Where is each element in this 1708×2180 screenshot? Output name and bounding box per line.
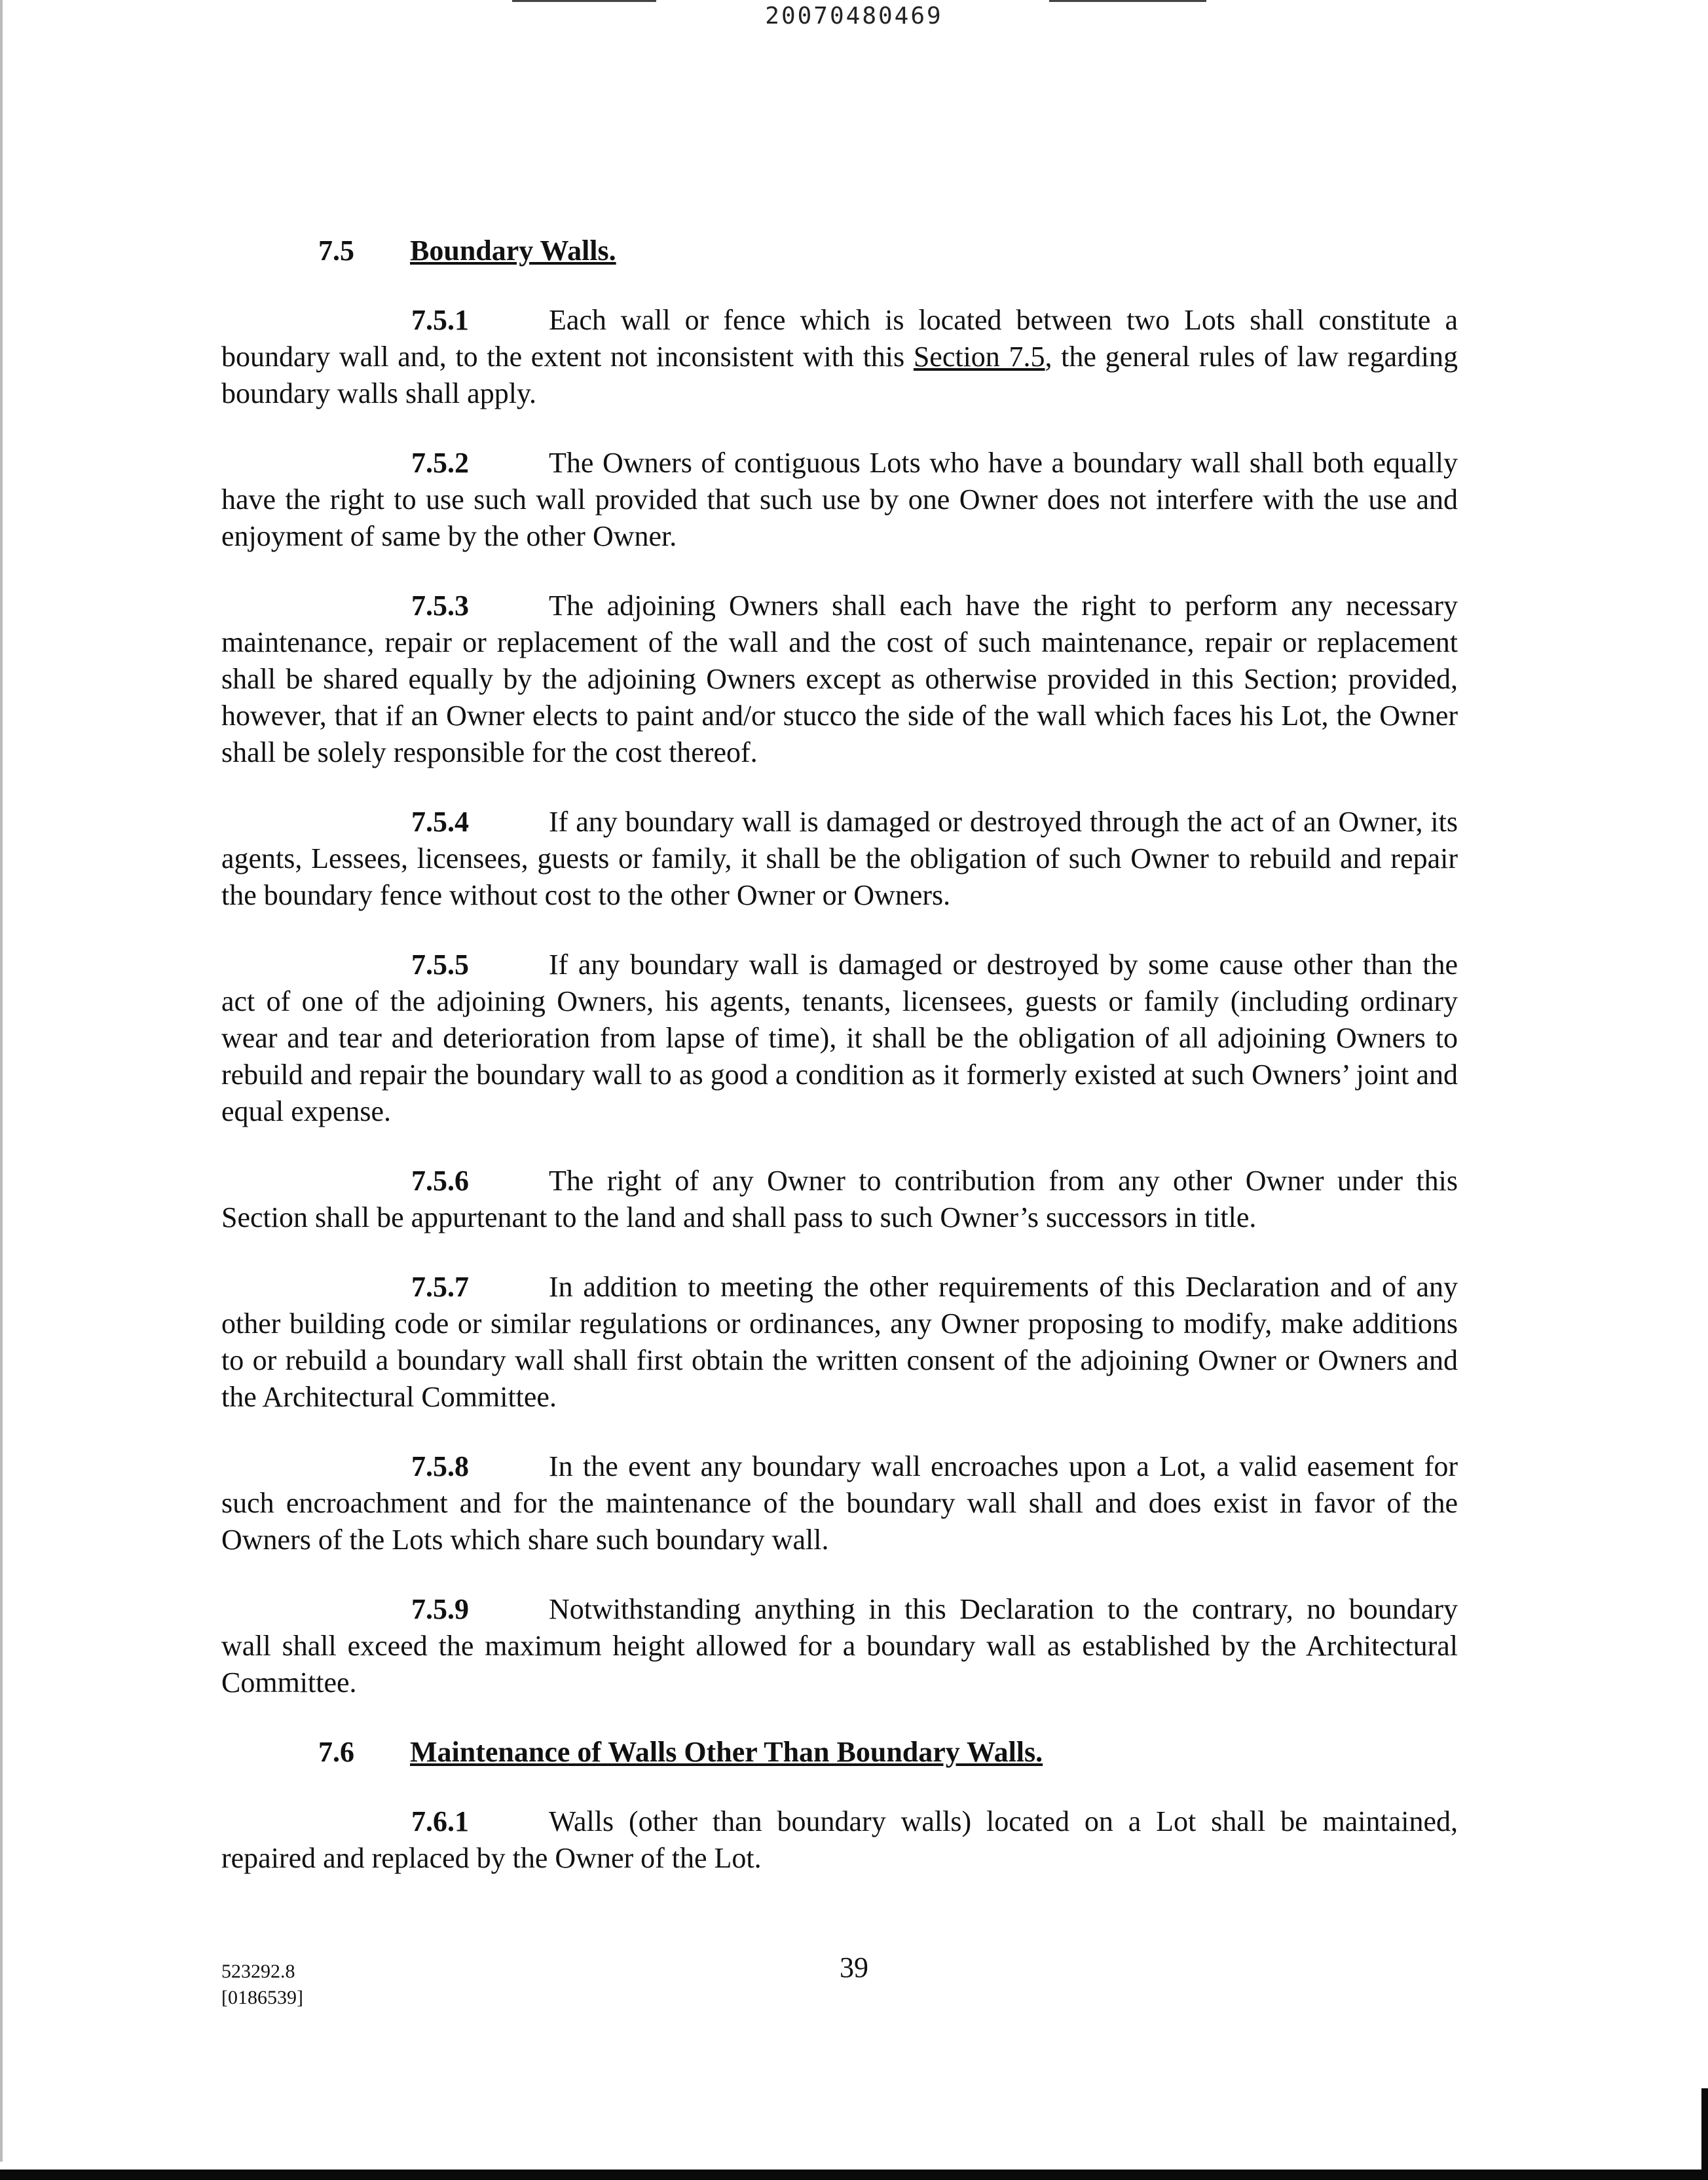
footer-doc-id: 523292.8 (221, 1961, 295, 1982)
paragraph (221, 588, 1458, 771)
paragraph-number: 7.5.4 (411, 806, 469, 838)
section-number: 7.6 (318, 1736, 354, 1768)
paragraph-number: 7.5.1 (411, 304, 469, 336)
paragraph-number: 7.5.8 (411, 1450, 469, 1482)
paragraph (221, 445, 1458, 555)
scan-left-edge (0, 0, 3, 2162)
paragraph-text: The adjoining Owners shall each have the right to perform any necessary maintenance, repair or replacement of the wall and the cost of such maintenance, repair or replacement shall be shared equally by the adjoining Owners except as otherwise provided in this Section; provided, however, that if an Owner elects to paint and/or stucco the side of the wall which faces his Lot, the Owner shall be solely responsible for the cost thereof. (221, 590, 1458, 768)
paragraph-number: 7.6.1 (411, 1805, 469, 1837)
section-heading (221, 1734, 1458, 1771)
document-number: 20070480469 (765, 3, 943, 29)
page-number: 39 (840, 1951, 868, 1983)
scan-right-border (1701, 2088, 1708, 2180)
paragraph-number: 7.5.7 (411, 1271, 469, 1303)
paragraph (221, 1448, 1458, 1558)
paragraph (221, 1803, 1458, 1877)
footer-client-id: [0186539] (221, 1987, 303, 2008)
header-rule-right (1049, 0, 1206, 2)
section-heading (221, 233, 1458, 269)
paragraph-text: In the event any boundary wall encroaches upon a Lot, a valid easement for such encroachment and for the maintenance of the boundary wall shall and does exist in favor of the Owners of the Lots which share such boundary wall. (221, 1450, 1458, 1556)
paragraph-text: Walls (other than boundary walls) located on a Lot shall be maintained, repaired and replaced by the Owner of the Lot. (221, 1805, 1458, 1874)
section-title: Maintenance of Walls Other Than Boundary Walls. (410, 1736, 1043, 1768)
paragraph-text: If any boundary wall is damaged or destroyed through the act of an Owner, its agents, Lessees, licensees, guests or family, it shall be the obligation of such Owner to rebuild and repair the boundary fence without cost to the other Owner or Owners. (221, 806, 1458, 911)
paragraph-number: 7.5.5 (411, 949, 469, 981)
section-title: Boundary Walls. (410, 235, 616, 267)
paragraph-text: Each wall or fence which is located between two Lots shall constitute a boundary wall and, to the extent not inconsistent with this (221, 304, 1458, 373)
paragraph-text: If any boundary wall is damaged or destroyed by some cause other than the act of one of the adjoining Owners, his agents, tenants, licensees, guests or family (including ordinary wear and tear and deterioration from lapse of time), it shall be the obligation of all adjoining Owners to rebuild and repair the boundary wall to as good a condition as it formerly existed at such Owners’ joint and equal expense. (221, 949, 1458, 1127)
section-reference: Section 7.5 (913, 341, 1045, 373)
paragraph-number: 7.5.3 (411, 590, 469, 622)
header-rule-left (512, 0, 656, 2)
scan-bottom-border (0, 2170, 1708, 2180)
page-body (221, 233, 1458, 1877)
section-number: 7.5 (318, 235, 354, 267)
paragraph (221, 302, 1458, 412)
paragraph (221, 1591, 1458, 1701)
paragraph-text: The right of any Owner to contribution from any other Owner under this Section shall be appurtenant to the land and shall pass to such Owner’s successors in title. (221, 1165, 1458, 1233)
paragraph (221, 804, 1458, 914)
paragraph-text: , the general rules of law regarding boundary walls shall apply. (221, 341, 1458, 409)
paragraph-text: Notwithstanding anything in this Declaration to the contrary, no boundary wall shall exceed the maximum height allowed for a boundary wall as established by the Architectural Committee. (221, 1593, 1458, 1699)
paragraph-text: The Owners of contiguous Lots who have a boundary wall shall both equally have the right to use such wall provided that such use by one Owner does not interfere with the use and enjoyment of same by the other Owner. (221, 447, 1458, 552)
paragraph-text: In addition to meeting the other requirements of this Declaration and of any other building code or similar regulations or ordinances, any Owner proposing to modify, make additions to or rebuild a boundary wall shall first obtain the written consent of the adjoining Owner or Owners and the Architectural Committee. (221, 1271, 1458, 1413)
paragraph-number: 7.5.2 (411, 447, 469, 479)
paragraph (221, 1269, 1458, 1416)
paragraph (221, 947, 1458, 1130)
paragraph-number: 7.5.9 (411, 1593, 469, 1625)
paragraph (221, 1163, 1458, 1236)
paragraph-number: 7.5.6 (411, 1165, 469, 1197)
